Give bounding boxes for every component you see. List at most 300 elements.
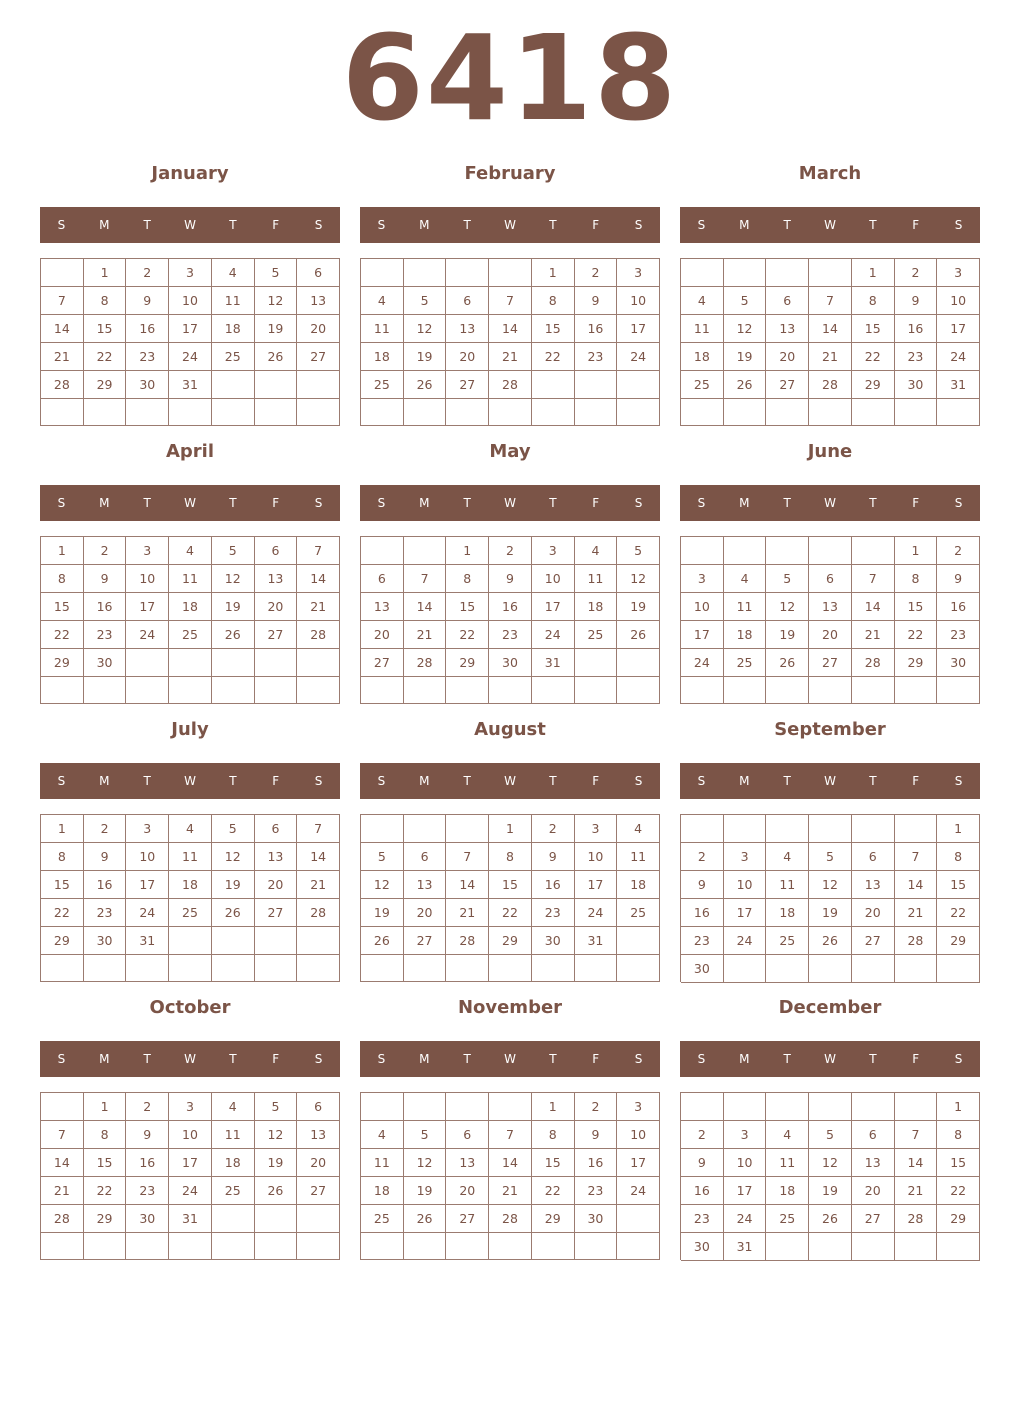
day-cell: 9 — [489, 565, 532, 593]
day-cell — [766, 677, 809, 704]
day-cell — [404, 815, 447, 843]
day-cell: 17 — [126, 593, 169, 621]
day-grid — [360, 1092, 660, 1260]
month-may — [360, 438, 660, 706]
day-cell — [41, 399, 84, 426]
day-cell: 19 — [809, 1177, 852, 1205]
day-cell: 25 — [169, 899, 212, 927]
day-cell: 31 — [724, 1233, 767, 1261]
weekday-label: T — [229, 218, 237, 232]
day-cell — [255, 927, 298, 955]
day-cell: 13 — [361, 593, 404, 621]
day-cell: 19 — [766, 621, 809, 649]
day-cell — [895, 399, 938, 426]
day-cell — [212, 1233, 255, 1260]
day-cell: 1 — [532, 259, 575, 287]
day-cell: 22 — [84, 1177, 127, 1205]
day-cell — [297, 649, 340, 677]
day-cell: 14 — [446, 871, 489, 899]
day-grid — [40, 536, 340, 704]
day-cell: 17 — [724, 1177, 767, 1205]
day-cell — [169, 399, 212, 426]
weekday-header — [680, 763, 980, 799]
day-cell: 9 — [895, 287, 938, 315]
day-cell — [766, 1093, 809, 1121]
day-cell: 18 — [766, 1177, 809, 1205]
day-grid — [680, 536, 980, 704]
day-cell: 20 — [255, 593, 298, 621]
day-cell — [84, 677, 127, 704]
day-cell: 8 — [489, 843, 532, 871]
day-cell — [361, 1093, 404, 1121]
day-cell: 7 — [489, 287, 532, 315]
weekday-label: F — [272, 218, 280, 232]
day-cell: 27 — [446, 1205, 489, 1233]
day-cell: 10 — [724, 871, 767, 899]
day-cell: 5 — [255, 1093, 298, 1121]
day-cell: 2 — [84, 815, 127, 843]
day-cell — [297, 955, 340, 982]
day-cell: 12 — [361, 871, 404, 899]
day-grid — [680, 1092, 980, 1260]
day-cell: 15 — [41, 593, 84, 621]
day-cell: 6 — [297, 1093, 340, 1121]
weekday-label: S — [697, 774, 706, 788]
day-cell: 18 — [766, 899, 809, 927]
day-cell: 1 — [84, 259, 127, 287]
day-cell — [532, 1233, 575, 1260]
day-cell: 26 — [212, 621, 255, 649]
day-cell: 25 — [361, 371, 404, 399]
day-cell: 3 — [617, 259, 660, 287]
day-cell — [724, 1093, 767, 1121]
day-cell: 26 — [212, 899, 255, 927]
day-cell: 26 — [255, 1177, 298, 1205]
day-cell: 2 — [895, 259, 938, 287]
day-cell — [809, 815, 852, 843]
day-cell: 5 — [404, 287, 447, 315]
day-cell: 30 — [937, 649, 980, 677]
day-cell: 29 — [84, 371, 127, 399]
day-cell: 12 — [809, 1149, 852, 1177]
day-cell — [575, 649, 618, 677]
day-cell — [489, 677, 532, 704]
day-cell — [681, 1093, 724, 1121]
day-cell: 11 — [361, 1149, 404, 1177]
day-cell — [404, 259, 447, 287]
weekday-label: T — [143, 774, 151, 788]
day-cell: 12 — [724, 315, 767, 343]
day-cell: 23 — [84, 621, 127, 649]
day-cell: 1 — [41, 537, 84, 565]
day-cell: 29 — [532, 1205, 575, 1233]
weekday-label: F — [592, 496, 600, 510]
day-cell: 28 — [489, 1205, 532, 1233]
day-cell: 18 — [617, 871, 660, 899]
day-cell — [212, 677, 255, 704]
day-cell — [41, 955, 84, 982]
day-cell — [361, 399, 404, 426]
day-cell — [361, 955, 404, 982]
day-cell: 19 — [404, 1177, 447, 1205]
day-cell: 21 — [41, 343, 84, 371]
day-cell: 4 — [766, 843, 809, 871]
month-august — [360, 716, 660, 984]
day-cell: 23 — [937, 621, 980, 649]
day-cell: 26 — [809, 1205, 852, 1233]
day-cell: 4 — [169, 815, 212, 843]
day-cell: 16 — [126, 1149, 169, 1177]
day-cell: 6 — [404, 843, 447, 871]
weekday-label: W — [824, 496, 836, 510]
month-name: September — [774, 719, 886, 740]
day-cell — [766, 537, 809, 565]
day-cell: 13 — [809, 593, 852, 621]
weekday-label: M — [419, 1052, 430, 1066]
day-cell — [724, 399, 767, 426]
day-cell: 16 — [532, 871, 575, 899]
day-cell: 12 — [766, 593, 809, 621]
day-cell — [404, 537, 447, 565]
day-cell — [255, 399, 298, 426]
day-cell: 30 — [532, 927, 575, 955]
day-cell — [809, 1093, 852, 1121]
day-cell: 28 — [446, 927, 489, 955]
day-cell: 25 — [724, 649, 767, 677]
day-cell: 11 — [766, 871, 809, 899]
day-cell — [575, 1233, 618, 1260]
day-cell — [852, 399, 895, 426]
day-cell: 15 — [489, 871, 532, 899]
day-cell: 30 — [84, 927, 127, 955]
weekday-label: S — [377, 496, 386, 510]
day-cell — [809, 537, 852, 565]
weekday-label: S — [314, 1052, 323, 1066]
day-cell: 10 — [617, 287, 660, 315]
day-grid — [680, 814, 980, 982]
day-cell: 22 — [446, 621, 489, 649]
day-cell: 19 — [617, 593, 660, 621]
day-cell — [126, 955, 169, 982]
day-cell — [212, 649, 255, 677]
day-cell: 5 — [404, 1121, 447, 1149]
day-cell — [937, 399, 980, 426]
weekday-header — [680, 1041, 980, 1077]
weekday-label: S — [954, 774, 963, 788]
weekday-header — [360, 763, 660, 799]
day-cell: 18 — [169, 593, 212, 621]
day-cell: 17 — [724, 899, 767, 927]
weekday-label: T — [463, 774, 471, 788]
day-cell: 18 — [212, 1149, 255, 1177]
day-cell — [212, 927, 255, 955]
day-cell: 6 — [852, 1121, 895, 1149]
weekday-label: W — [504, 774, 516, 788]
weekday-label: S — [634, 218, 643, 232]
day-cell: 8 — [937, 843, 980, 871]
day-cell — [446, 1233, 489, 1260]
day-cell: 7 — [489, 1121, 532, 1149]
day-cell: 24 — [126, 621, 169, 649]
day-cell: 4 — [575, 537, 618, 565]
day-cell: 6 — [766, 287, 809, 315]
day-cell: 14 — [41, 315, 84, 343]
weekday-label: F — [592, 774, 600, 788]
day-cell: 4 — [766, 1121, 809, 1149]
day-cell: 26 — [766, 649, 809, 677]
day-cell: 25 — [681, 371, 724, 399]
day-cell: 8 — [84, 1121, 127, 1149]
day-cell: 1 — [895, 537, 938, 565]
day-cell — [681, 677, 724, 704]
day-cell: 5 — [809, 843, 852, 871]
day-cell — [169, 677, 212, 704]
day-cell: 8 — [937, 1121, 980, 1149]
day-cell: 22 — [41, 621, 84, 649]
day-cell: 19 — [724, 343, 767, 371]
day-cell — [575, 371, 618, 399]
day-cell: 25 — [575, 621, 618, 649]
day-cell: 28 — [404, 649, 447, 677]
day-cell — [852, 955, 895, 983]
day-cell: 29 — [937, 1205, 980, 1233]
day-cell: 21 — [809, 343, 852, 371]
day-cell: 17 — [617, 1149, 660, 1177]
weekday-label: T — [143, 496, 151, 510]
day-cell: 4 — [681, 287, 724, 315]
day-cell — [617, 677, 660, 704]
weekday-label: W — [824, 218, 836, 232]
day-cell: 20 — [404, 899, 447, 927]
day-cell: 27 — [297, 1177, 340, 1205]
weekday-label: F — [912, 774, 920, 788]
day-cell: 20 — [446, 1177, 489, 1205]
weekday-label: W — [184, 1052, 196, 1066]
day-cell: 7 — [297, 815, 340, 843]
day-cell — [617, 399, 660, 426]
day-cell: 1 — [446, 537, 489, 565]
day-cell — [361, 815, 404, 843]
day-cell: 24 — [617, 1177, 660, 1205]
day-cell — [446, 1093, 489, 1121]
day-cell: 14 — [809, 315, 852, 343]
month-february — [360, 160, 660, 428]
month-name: June — [807, 441, 853, 462]
day-cell: 23 — [84, 899, 127, 927]
day-cell — [766, 815, 809, 843]
day-cell: 2 — [84, 537, 127, 565]
day-cell: 11 — [212, 1121, 255, 1149]
day-cell: 2 — [532, 815, 575, 843]
day-cell: 25 — [169, 621, 212, 649]
day-cell: 2 — [681, 843, 724, 871]
day-cell — [404, 677, 447, 704]
day-cell — [617, 955, 660, 982]
weekday-label: S — [57, 496, 66, 510]
day-cell — [297, 677, 340, 704]
day-cell: 18 — [681, 343, 724, 371]
day-cell: 3 — [724, 843, 767, 871]
day-cell: 30 — [681, 1233, 724, 1261]
day-cell — [489, 1233, 532, 1260]
weekday-header — [40, 1041, 340, 1077]
day-cell: 3 — [532, 537, 575, 565]
month-name: November — [457, 997, 563, 1018]
day-cell — [489, 955, 532, 982]
day-cell: 19 — [404, 343, 447, 371]
month-name: July — [171, 719, 209, 740]
day-cell: 16 — [895, 315, 938, 343]
day-cell — [724, 815, 767, 843]
day-cell: 16 — [575, 1149, 618, 1177]
day-cell — [84, 399, 127, 426]
day-cell: 17 — [169, 315, 212, 343]
day-cell — [766, 1233, 809, 1261]
day-cell: 5 — [724, 287, 767, 315]
day-cell: 11 — [681, 315, 724, 343]
day-cell: 20 — [852, 899, 895, 927]
day-cell: 12 — [809, 871, 852, 899]
day-cell: 8 — [41, 565, 84, 593]
day-cell: 23 — [126, 343, 169, 371]
day-cell: 12 — [255, 287, 298, 315]
day-cell — [126, 677, 169, 704]
day-cell: 23 — [895, 343, 938, 371]
weekday-header — [680, 207, 980, 243]
weekday-label: F — [272, 496, 280, 510]
day-cell: 21 — [41, 1177, 84, 1205]
day-cell: 1 — [532, 1093, 575, 1121]
day-cell — [84, 955, 127, 982]
day-cell: 29 — [895, 649, 938, 677]
day-cell: 27 — [766, 371, 809, 399]
day-cell: 11 — [169, 565, 212, 593]
day-cell — [766, 399, 809, 426]
day-cell: 2 — [575, 1093, 618, 1121]
weekday-header — [40, 763, 340, 799]
day-cell: 10 — [169, 287, 212, 315]
day-cell: 20 — [446, 343, 489, 371]
day-cell: 14 — [404, 593, 447, 621]
weekday-label: T — [783, 1052, 791, 1066]
day-cell: 4 — [724, 565, 767, 593]
month-name: October — [149, 997, 231, 1018]
day-cell: 24 — [575, 899, 618, 927]
day-cell: 16 — [84, 871, 127, 899]
weekday-header — [680, 485, 980, 521]
weekday-label: W — [824, 1052, 836, 1066]
weekday-label: W — [504, 1052, 516, 1066]
day-cell — [724, 955, 767, 983]
day-cell: 6 — [852, 843, 895, 871]
day-cell — [937, 955, 980, 983]
day-cell: 13 — [446, 315, 489, 343]
day-cell: 20 — [852, 1177, 895, 1205]
day-cell: 9 — [681, 1149, 724, 1177]
weekday-label: M — [99, 496, 110, 510]
day-cell: 5 — [212, 537, 255, 565]
day-cell: 26 — [404, 371, 447, 399]
day-cell — [446, 399, 489, 426]
weekday-label: W — [184, 496, 196, 510]
day-cell: 27 — [361, 649, 404, 677]
day-cell: 6 — [446, 287, 489, 315]
day-cell: 12 — [404, 315, 447, 343]
day-cell: 24 — [724, 927, 767, 955]
weekday-label: F — [912, 1052, 920, 1066]
day-cell: 5 — [766, 565, 809, 593]
day-cell — [575, 955, 618, 982]
day-cell: 13 — [852, 871, 895, 899]
day-cell: 11 — [617, 843, 660, 871]
day-cell: 16 — [937, 593, 980, 621]
day-cell: 15 — [446, 593, 489, 621]
weekday-label: S — [697, 496, 706, 510]
day-cell: 2 — [126, 259, 169, 287]
weekday-label: W — [184, 218, 196, 232]
day-cell: 31 — [169, 1205, 212, 1233]
day-cell: 22 — [489, 899, 532, 927]
day-cell: 23 — [575, 343, 618, 371]
day-cell: 20 — [297, 315, 340, 343]
month-january — [40, 160, 340, 428]
day-cell: 11 — [575, 565, 618, 593]
day-cell: 7 — [895, 843, 938, 871]
month-name: February — [464, 163, 556, 184]
day-cell: 28 — [41, 371, 84, 399]
day-cell: 24 — [617, 343, 660, 371]
day-cell: 18 — [361, 343, 404, 371]
day-cell: 22 — [895, 621, 938, 649]
day-cell — [895, 1233, 938, 1261]
weekday-label: T — [783, 218, 791, 232]
day-cell: 29 — [41, 649, 84, 677]
day-cell: 8 — [41, 843, 84, 871]
day-cell: 6 — [297, 259, 340, 287]
day-cell: 21 — [297, 871, 340, 899]
weekday-header — [360, 485, 660, 521]
day-grid — [40, 814, 340, 982]
day-cell — [809, 259, 852, 287]
month-october — [40, 994, 340, 1262]
day-cell — [852, 1093, 895, 1121]
weekday-label: M — [419, 496, 430, 510]
day-cell — [532, 955, 575, 982]
day-cell: 25 — [212, 343, 255, 371]
day-cell: 21 — [297, 593, 340, 621]
weekday-label: S — [377, 218, 386, 232]
day-cell: 26 — [361, 927, 404, 955]
day-cell: 20 — [361, 621, 404, 649]
day-cell: 25 — [212, 1177, 255, 1205]
day-cell — [724, 677, 767, 704]
day-cell: 1 — [41, 815, 84, 843]
weekday-label: T — [869, 1052, 877, 1066]
day-cell: 16 — [126, 315, 169, 343]
day-cell: 22 — [532, 343, 575, 371]
weekday-header — [360, 207, 660, 243]
day-cell — [297, 399, 340, 426]
day-cell — [617, 371, 660, 399]
day-cell: 29 — [937, 927, 980, 955]
day-cell: 28 — [297, 899, 340, 927]
day-cell — [809, 955, 852, 983]
weekday-label: S — [314, 496, 323, 510]
day-cell: 30 — [126, 371, 169, 399]
day-cell: 31 — [937, 371, 980, 399]
day-cell — [895, 1093, 938, 1121]
day-cell: 13 — [852, 1149, 895, 1177]
